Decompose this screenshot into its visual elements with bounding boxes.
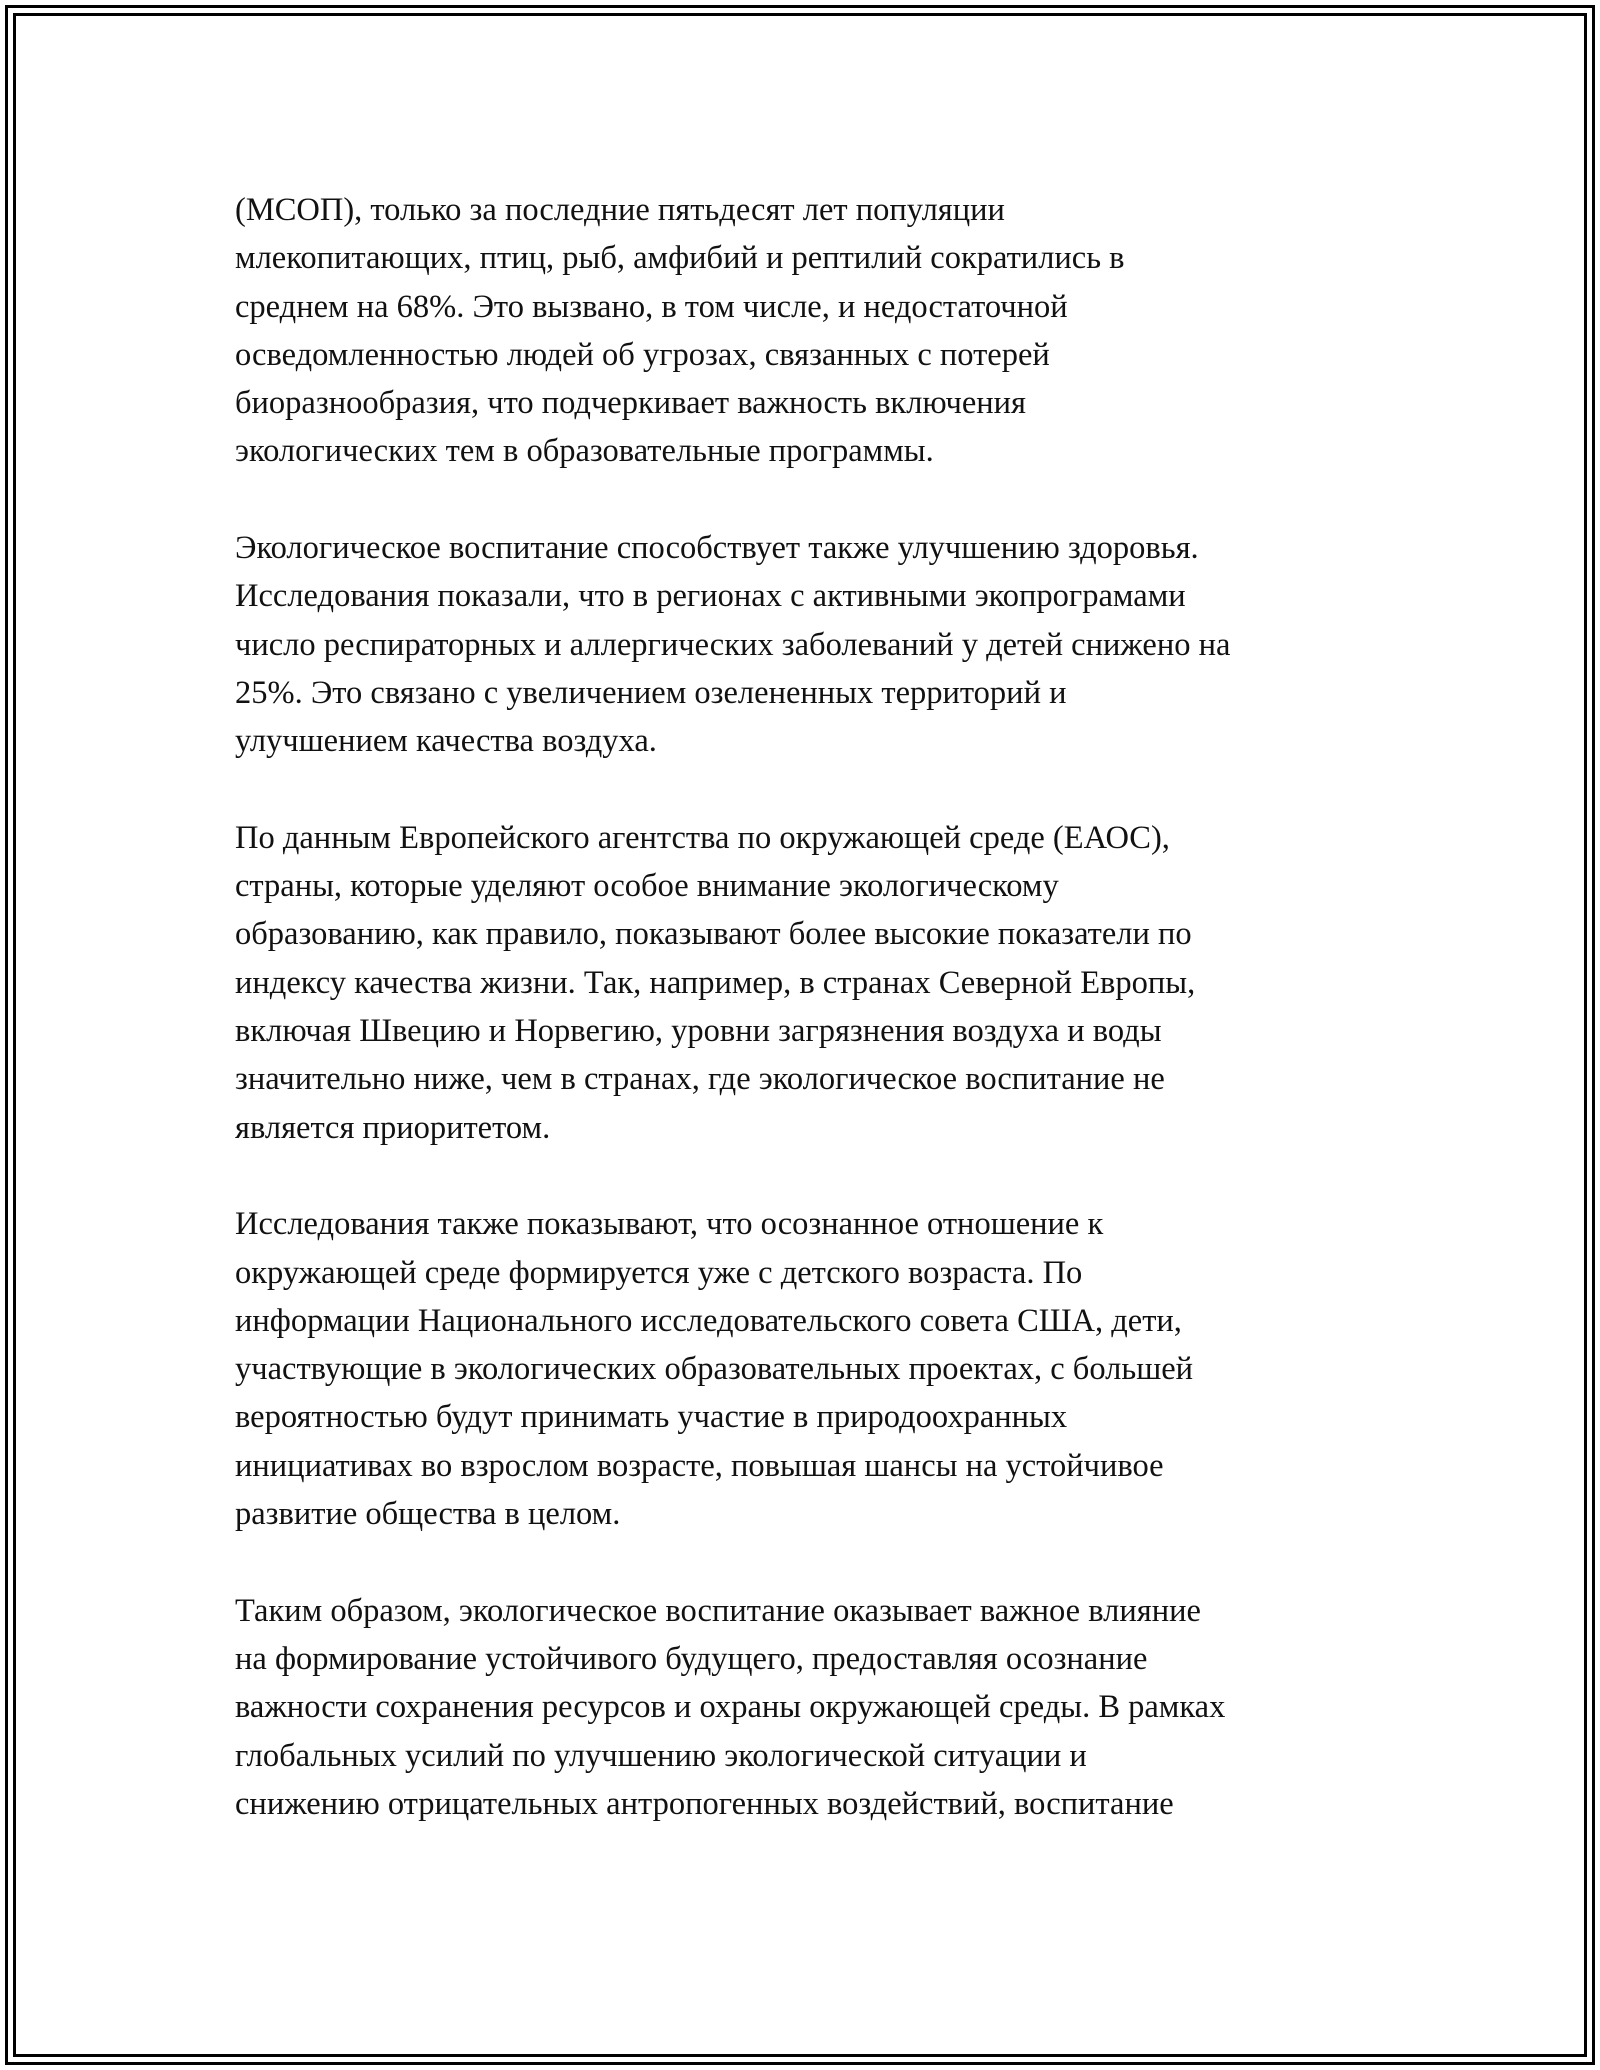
text-line: число респираторных и аллергических заболеваний у детей снижено на [235,626,1231,663]
text-line: информации Национального исследовательского совета США, дети, [235,1302,1182,1339]
paragraph-3 [235,814,1365,1152]
text-line: осведомленностью людей об угрозах, связанных с потерей [235,336,1050,373]
text-line: снижению отрицательных антропогенных воздействий, воспитание [235,1785,1174,1822]
text-line: образованию, как правило, показывают более высокие показатели по [235,916,1192,953]
text-line: биоразнообразия, что подчеркивает важность включения [235,385,1026,422]
paragraph-5 [235,1587,1365,1828]
text-line: развитие общества в целом. [235,1496,621,1533]
text-line: важности сохранения ресурсов и охраны окружающей среды. В рамках [235,1689,1226,1726]
text-line: глобальных усилий по улучшению экологической ситуации и [235,1737,1087,1774]
text-line: включая Швецию и Норвегию, уровни загрязнения воздуха и воды [235,1013,1162,1050]
text-line: среднем на 68%. Это вызвано, в том числе, и недостаточной [235,288,1068,325]
text-line: 25%. Это связано с увеличением озелененных территорий и [235,674,1067,711]
text-line: инициативах во взрослом возрасте, повышая шансы на устойчивое [235,1447,1164,1484]
text-line: значительно ниже, чем в странах, где экологическое воспитание не [235,1061,1165,1098]
text-line: улучшением качества воздуха. [235,723,657,760]
text-line: (МСОП), только за последние пятьдесят лет популяции [235,192,1005,228]
text-line: является приоритетом. [235,1109,551,1146]
text-line: Таким образом, экологическое воспитание оказывает важное влияние [235,1592,1201,1629]
text-line: вероятностью будут принимать участие в природоохранных [235,1399,1068,1436]
text-line: на формирование устойчивого будущего, предоставляя осознание [235,1640,1148,1677]
text-line: Исследования показали, что в регионах с активными экопрограмами [235,578,1186,615]
text-line: млекопитающих, птиц, рыб, амфибий и рептилий сократились в [235,240,1125,277]
text-line: экологических тем в образовательные программы. [235,433,934,470]
text-line: окружающей среде формируется уже с детского возраста. По [235,1254,1083,1291]
text-line: Исследования также показывают, что осознанное отношение к [235,1206,1104,1243]
paragraph-4 [235,1200,1365,1538]
text-line: страны, которые уделяют особое внимание экологическому [235,868,1059,905]
text-line: Экологическое воспитание способствует также улучшению здоровья. [235,530,1199,567]
text-line: По данным Европейского агентства по окружающей среде (ЕАОС), [235,819,1170,856]
text-line: участвующие в экологических образовательных проектах, с большей [235,1351,1194,1388]
text-line: индексу качества жизни. Так, например, в странах Северной Европы, [235,964,1196,1001]
paragraph-2 [235,524,1365,765]
document-body [235,186,1365,1876]
paragraph-1 [235,186,1365,476]
